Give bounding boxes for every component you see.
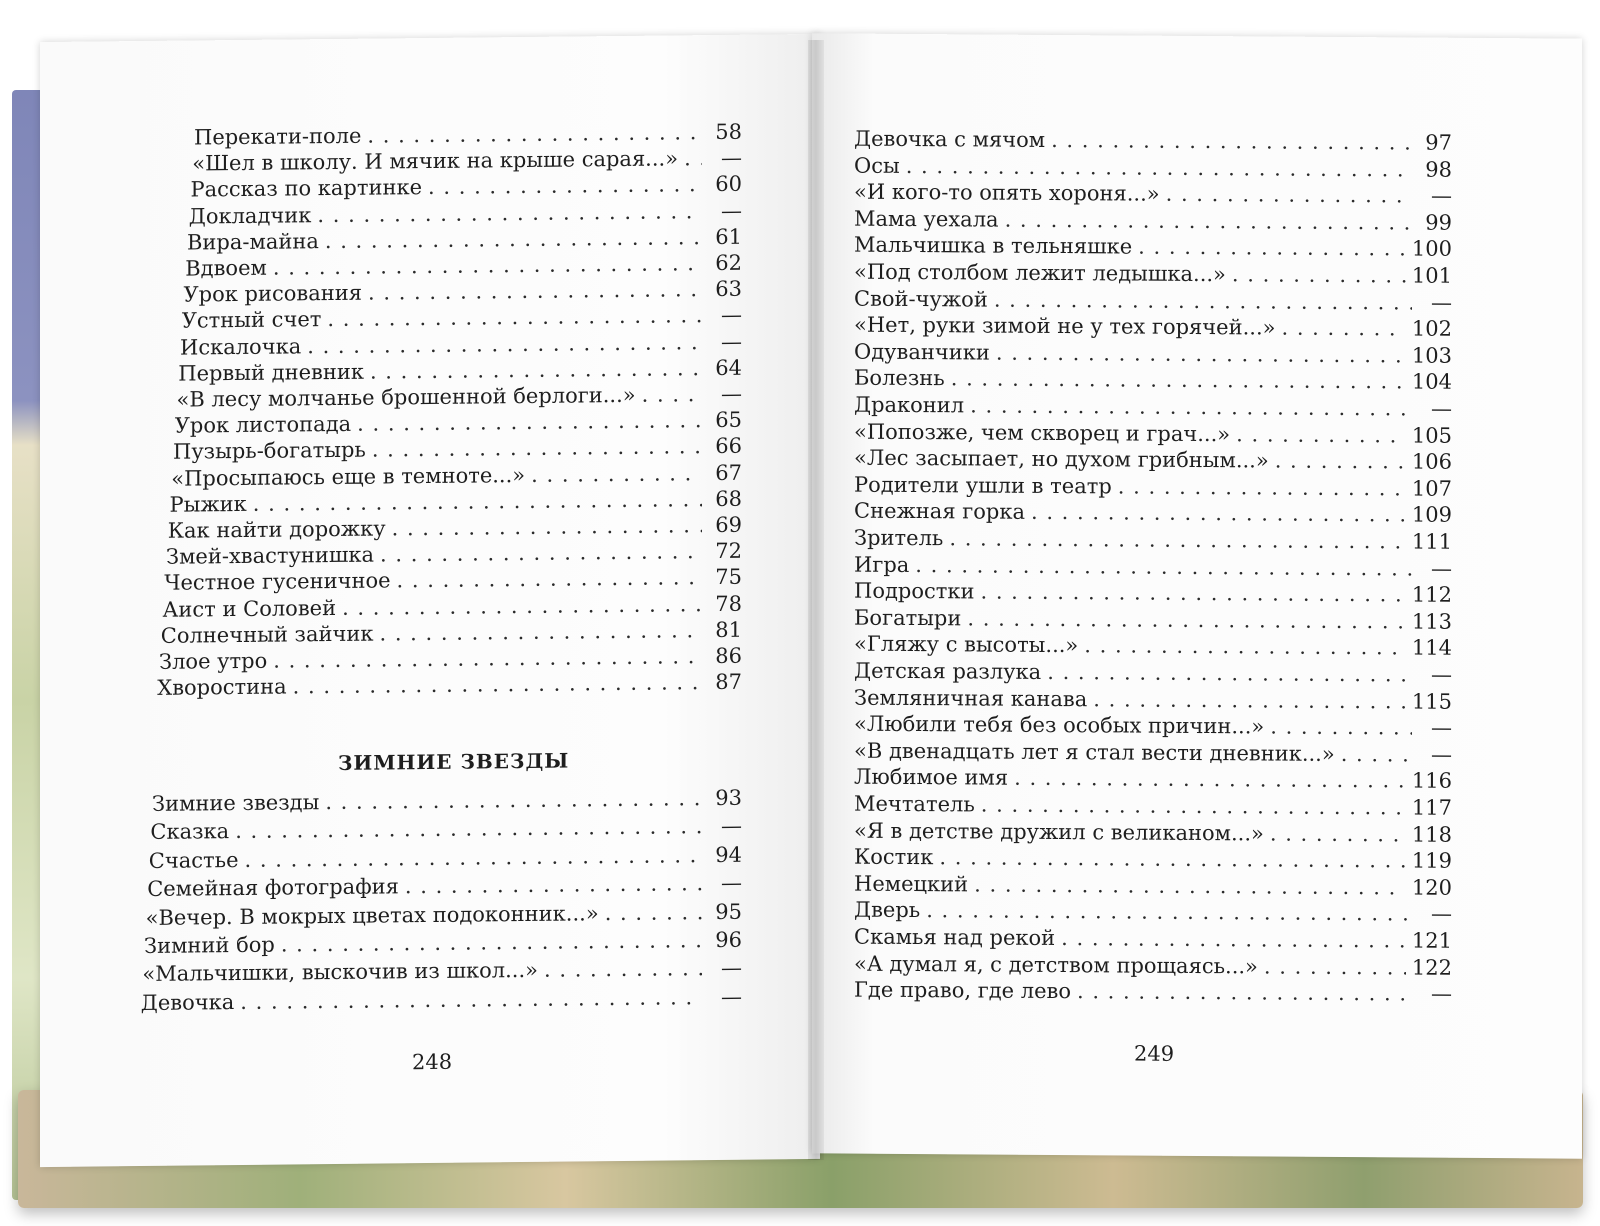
toc-entry [149,842,742,874]
toc-entry-title: «Просыпаюсь еще в темноте...» [171,462,526,491]
toc-entry-title: Костик [854,844,934,870]
toc-entry-title: Злое утро [159,648,268,674]
toc-entry-title: Аист и Соловей [162,595,337,622]
toc-entry [854,498,1452,528]
toc-entry-page: 117 [1411,795,1452,820]
toc-entry-page: 105 [1411,423,1452,448]
toc-entry-page: 68 [715,486,742,511]
toc-entry-title: Рассказ по картинке [190,175,423,202]
toc-entry-page: — [721,329,742,354]
toc-leader-dots [1005,206,1412,235]
toc-leader-dots [1118,473,1406,501]
toc-entry [854,578,1452,608]
toc-leader-dots [1236,421,1406,448]
toc-entry [854,232,1452,262]
toc-leader-dots [544,956,702,984]
toc-entry-page: — [721,198,742,223]
toc-entry-title: Докладчик [188,202,312,229]
toc-entry [144,927,742,959]
toc-entry-page: 95 [715,899,742,924]
toc-entry-page: 86 [715,643,742,669]
toc-entry [147,870,742,902]
toc-entry-page: 106 [1411,449,1452,474]
toc-leader-dots [1341,741,1412,767]
toc-entry [854,631,1452,661]
toc-entry-page: 87 [715,669,742,695]
toc-entry [854,126,1452,156]
toc-entry-title: Урок листопада [174,412,352,438]
toc-leader-dots [1270,714,1412,741]
toc-entry-title: «В двенадцать лет я стал вести дневник...» [854,738,1335,766]
toc-leader-dots [926,898,1412,927]
toc-entry-title: Одуванчики [854,339,990,365]
toc-entry-page: 112 [1411,582,1452,607]
toc-entry-title: Мама уехала [854,206,999,232]
left-page [40,34,820,1167]
toc-entry-page: — [1431,981,1452,1006]
toc-leader-dots [1264,953,1406,980]
toc-entry-title: Перекати-поле [194,123,362,150]
toc-entry-page: 119 [1411,848,1452,873]
toc-entry [854,977,1452,1007]
toc-entry-title: Снежная горка [854,498,1025,525]
toc-entry [854,285,1452,315]
toc-entry-title: Родители ушли в театр [854,472,1112,499]
toc-leader-dots [1014,765,1406,794]
toc-entry-title: Земляничная канава [854,685,1088,711]
toc-leader-dots [915,552,1412,581]
toc-entry-page: 111 [1411,529,1452,554]
toc-entry-title: Девочка с мячом [854,126,1046,152]
toc-entry-page: 114 [1411,635,1452,661]
toc-entry-title: Драконил [854,392,965,418]
toc-entry-title: Хворостина [157,674,287,701]
toc-leader-dots [1166,181,1412,209]
toc-entry [854,764,1452,794]
toc-leader-dots [240,984,702,1015]
toc-entry-title: «Под столбом лежит ледышка...» [854,259,1226,287]
toc-entry-page: 120 [1411,875,1452,900]
toc-entry-page: — [721,145,742,171]
toc-entry-title: Змей-хвастунишка [166,542,375,569]
toc-entry-page: — [1431,556,1452,581]
toc-entry-title: Скамья над рекой [854,924,1056,951]
toc-entry-page: — [1431,742,1452,767]
toc-entry [854,179,1452,209]
toc-leader-dots [1138,234,1406,262]
toc-entry-page: 65 [715,407,742,433]
toc-entry-page: 122 [1411,955,1452,980]
toc-entry-page: — [721,381,742,406]
toc-entry-title: Любимое имя [854,764,1009,791]
toc-entry-page: — [1431,715,1452,740]
toc-entry [854,551,1452,581]
toc-entry-title: Немецкий [854,871,969,897]
toc-leader-dots [235,814,702,845]
toc-entry-title: Свой-чужой [854,286,988,312]
toc-entry-title: «Гляжу с высоты...» [854,631,1079,658]
toc-entry-title: Как найти дорожку [167,516,386,543]
toc-entry-title: Детская разлука [854,658,1042,684]
toc-entry-page: — [720,956,742,981]
toc-entry [854,471,1452,501]
toc-entry-page: — [1431,183,1452,208]
toc-entry-title: Пузырь-богатырь [173,438,366,465]
toc-entry-title: «Шел в школу. И мячик на крыше сарая...» [192,146,679,176]
toc-entry-page: 107 [1411,476,1452,501]
toc-leader-dots [994,286,1412,315]
toc-entry-title: Где право, где лево [854,977,1071,1004]
toc-leader-dots [245,842,702,873]
toc-entry-title: Вдвоем [185,255,267,281]
toc-entry-title: Искалочка [180,333,302,360]
toc-entry-title: «И кого-то опять хороня...» [854,179,1160,206]
toc-leader-dots [981,791,1406,820]
toc-entry [142,955,742,987]
toc-entry [141,984,742,1016]
toc-entry-page: 67 [715,460,742,485]
toc-entry [854,844,1452,874]
toc-entry-page: — [1431,902,1452,927]
toc-entry-title: «Лес засыпает, но духом грибным...» [854,445,1269,473]
toc-entry [854,259,1452,289]
toc-entry-page: 102 [1411,316,1452,341]
toc-entry-page: — [721,303,742,328]
toc-entry-page: 93 [715,785,742,811]
toc-leader-dots [949,525,1406,554]
toc-entry-title: Дверь [854,897,921,923]
toc-entry [854,604,1452,634]
toc-entry-title: Болезнь [854,365,945,391]
toc-entry-page: 64 [715,355,742,380]
toc-entry-title: «А думал я, с детством прощаясь...» [854,951,1258,979]
toc-entry-page: 116 [1411,768,1452,794]
toc-leader-dots [1093,686,1406,714]
toc-entry-page: — [1431,290,1452,315]
toc-entry-page: 109 [1411,502,1452,528]
toc-entry [854,897,1452,927]
toc-leader-dots [996,339,1406,368]
toc-entry [854,205,1452,235]
toc-entry-title: Первый дневник [178,359,364,386]
toc-entry [854,711,1452,741]
toc-entry-page: — [720,984,742,1009]
toc-leader-dots [1275,448,1406,475]
toc-entry [854,950,1452,980]
toc-leader-dots [325,785,702,815]
toc-leader-dots [906,153,1412,183]
toc-entry-page: — [1431,396,1452,421]
toc-entry [854,817,1452,847]
toc-entry-page: 98 [1425,157,1452,182]
toc-left-bottom [40,34,820,1167]
toc-entry-title: Мальчишка в тельняшке [854,232,1133,259]
toc-entry [854,658,1452,688]
toc-entry-page: 69 [715,512,742,538]
toc-leader-dots [1232,261,1406,288]
toc-entry-page: 115 [1411,689,1452,714]
toc-entry [854,737,1452,767]
toc-leader-dots [1061,925,1406,953]
toc-leader-dots [1270,820,1406,847]
toc-entry-page: 118 [1411,822,1452,847]
toc-entry-page: 104 [1411,369,1452,395]
toc-entry [854,312,1452,342]
toc-right [812,33,1582,1158]
toc-entry-page: 101 [1411,263,1452,288]
toc-entry-page: — [720,870,742,896]
toc-entry-title: «В лесу молчанье брошенной берлоги...» [176,382,636,412]
toc-entry-title: Девочка [140,989,235,1015]
toc-entry-title: «Я в детстве дружил с великаном...» [854,818,1264,846]
toc-entry-title: Устный счет [181,307,322,333]
toc-leader-dots [281,927,702,957]
toc-leader-dots [1047,659,1412,688]
toc-entry-title: Вира-майна [187,228,319,255]
book-gutter [808,40,824,1160]
toc-entry-page: 62 [715,250,742,276]
toc-entry-page: 63 [715,276,742,302]
toc-entry-page: 100 [1411,236,1452,262]
toc-leader-dots [405,870,702,899]
toc-entry-title: Честное гусеничное [164,568,391,596]
toc-entry-page: 78 [715,591,742,616]
toc-entry-title: Зимний бор [144,932,275,958]
toc-entry-title: Осы [854,153,900,178]
toc-leader-dots [951,366,1406,395]
toc-leader-dots [1077,978,1412,1006]
toc-entry-title: «Мальчишки, выскочив из школ...» [142,958,538,987]
toc-entry [146,898,742,930]
toc-entry-title: Игра [854,552,910,577]
toc-leader-dots [939,844,1406,873]
toc-leader-dots [980,579,1405,608]
page-number-right: 249 [1134,1041,1175,1066]
toc-entry-page: 66 [715,434,742,459]
toc-entry-page: — [1431,662,1452,687]
toc-entry-page: 113 [1411,609,1452,634]
toc-leader-dots [1281,315,1405,342]
toc-entry-title: Зритель [854,525,944,551]
toc-entry-page: 61 [715,224,742,249]
toc-leader-dots [605,899,702,926]
toc-entry-title: Зимние звезды [152,790,320,816]
toc-entry-title: Богатыри [854,605,962,631]
toc-entry-page: 75 [715,565,742,590]
toc-entry-page: 103 [1411,343,1452,368]
toc-leader-dots [967,605,1406,634]
toc-entry [854,445,1452,475]
toc-entry-title: «Нет, руки зимой не у тех горячей...» [854,312,1276,340]
toc-entry-page: 58 [715,119,742,145]
section-heading: ЗИМНИЕ ЗВЕЗДЫ [338,748,570,775]
toc-entry-page: 121 [1411,928,1452,953]
toc-entry-title: «Любили тебя без особых причин...» [854,711,1265,739]
toc-entry-title: Счастье [148,847,239,873]
toc-entry-title: Подростки [854,578,975,604]
toc-leader-dots [974,871,1406,900]
toc-leader-dots [1051,127,1412,156]
toc-entry [152,785,742,817]
toc-entry-page: 72 [715,538,742,564]
toc-entry-title: Урок рисования [183,280,362,307]
toc-entry-title: Рыжик [169,491,247,517]
right-page [812,33,1582,1158]
toc-leader-dots [1084,633,1406,661]
toc-leader-dots [970,392,1412,421]
toc-entry [854,684,1452,714]
toc-entry-page: — [720,814,742,839]
toc-entry [854,392,1452,422]
toc-entry [854,338,1452,368]
toc-entry [854,418,1452,448]
toc-leader-dots [1031,499,1406,528]
toc-entry [854,791,1452,821]
toc-entry-title: «Попозже, чем скворец и грач...» [854,419,1231,446]
toc-entry [854,870,1452,900]
toc-entry-page: 60 [715,172,742,197]
toc-entry-title: Солнечный зайчик [160,621,374,648]
toc-entry-title: Мечтатель [854,791,975,817]
toc-entry-title: Сказка [150,819,230,845]
toc-entry-page: 94 [715,842,742,867]
toc-entry-page: 81 [715,617,742,642]
page-number-left: 248 [412,1049,453,1075]
toc-entry [854,365,1452,395]
toc-entry-title: «Вечер. В мокрых цветах подоконник...» [145,900,599,930]
toc-entry [150,813,742,845]
toc-entry [854,924,1452,954]
toc-entry-page: 96 [715,927,742,953]
toc-entry-page: 99 [1425,210,1452,235]
toc-entry-title: Семейная фотография [147,874,399,902]
toc-entry-page: 97 [1425,130,1452,155]
toc-entry [854,152,1452,182]
toc-entry [854,525,1452,555]
